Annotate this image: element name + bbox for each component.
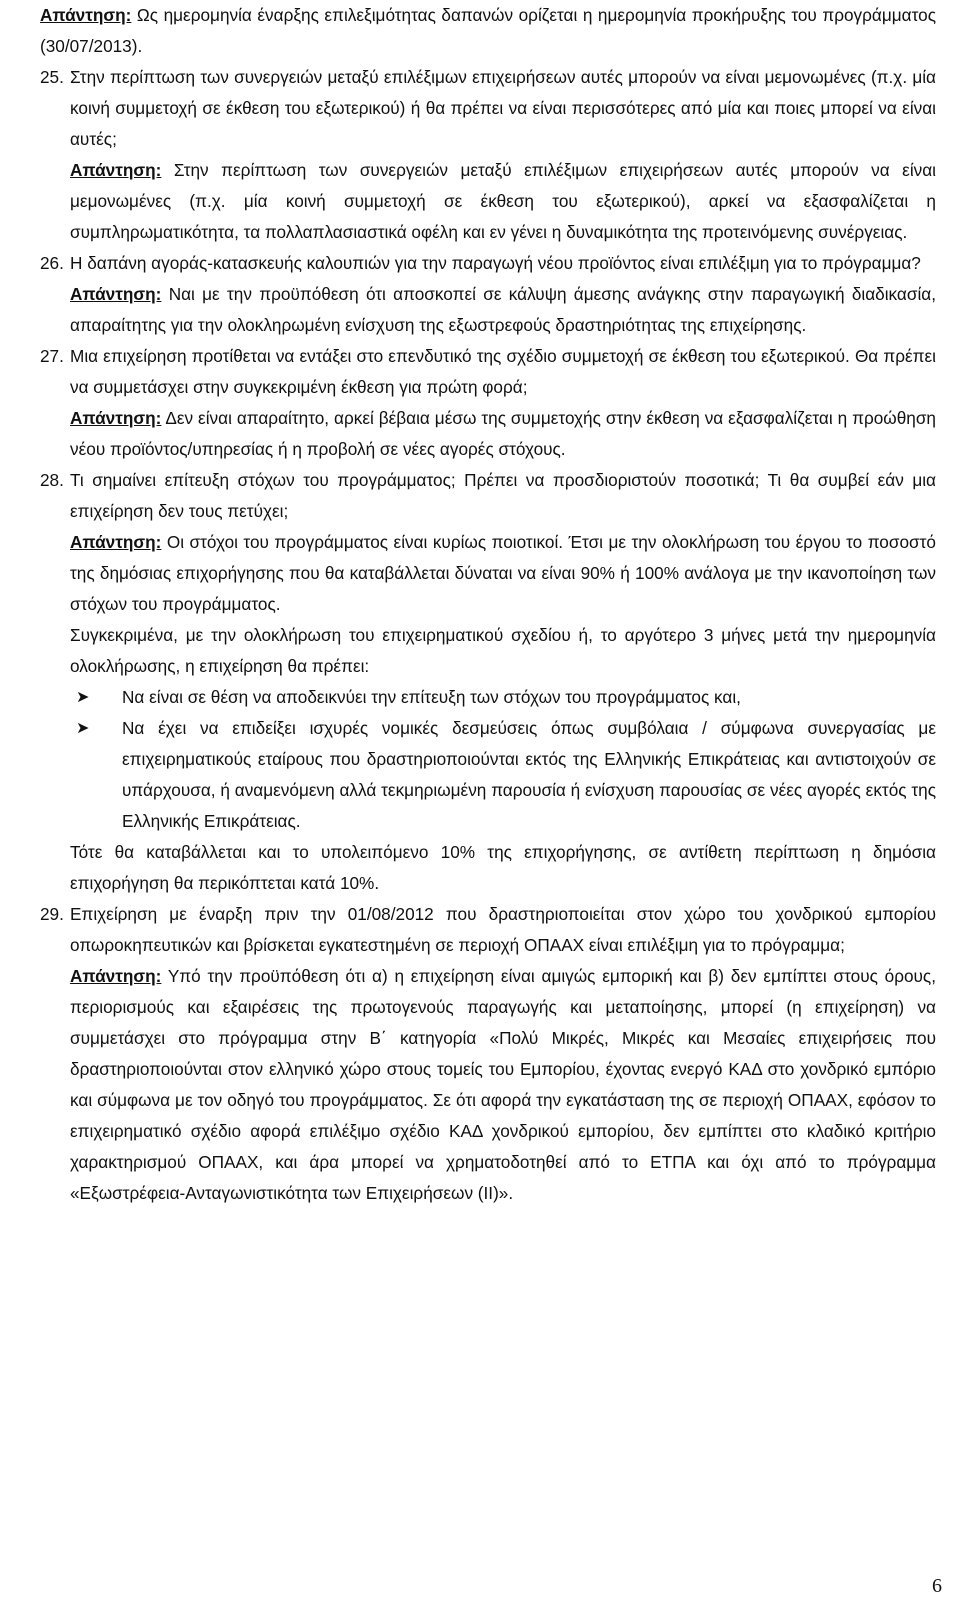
faq-item-27 [40,341,936,465]
answer-paragraph-2: Συγκεκριμένα, με την ολοκλήρωση του επιχειρηματικού σχεδίου ή, το αργότερο 3 μήνες μετά την ημερομηνία ολοκλήρωσης, η επιχείρηση θα πρέπει: [70,625,936,676]
question-text: Επιχείρηση με έναρξη πριν την 01/08/2012 που δραστηριοποιείται στον χώρο του χονδρικού εμπορίου οπωροκηπευτικών και βρίσκεται εγκατεστημένη σε περιοχή ΟΠΑΑΧ είναι επιλέξιμη για το πρόγραμμα; [70,904,936,955]
faq-item-28 [40,465,936,899]
question-text: Μια επιχείρηση προτίθεται να εντάξει στο επενδυτικό της σχέδιο συμμετοχή σε έκθεση του εξωτερικού. Θα πρέπει να συμμετάσχει στην συγκεκριμένη έκθεση για πρώτη φορά; [70,346,936,397]
arrow-bullet-icon: ➤ [76,689,90,706]
answer-paragraph [70,279,936,341]
intro-answer [40,0,936,62]
answer-text: Ναι με την προϋπόθεση ότι αποσκοπεί σε κάλυψη άμεσης ανάγκης στην παραγωγική διαδικασία, απαραίτητης για την ολοκληρωμένη ενίσχυση της εξωστρεφούς δραστηριότητας της επιχείρησης. [70,284,937,335]
answer-paragraph [70,403,936,465]
answer-text: Δεν είναι απαραίτητο, αρκεί βέβαια μέσω της συμμετοχής στην έκθεση να εξασφαλίζεται η προώθηση νέου προϊόντος/υπηρεσίας ή η προβολή σε νέες αγορές στόχους. [70,408,936,459]
answer-label: Απάντηση: [70,160,162,180]
answer-label: Απάντηση: [70,532,162,552]
question-text: Η δαπάνη αγοράς-κατασκευής καλουπιών για την παραγωγή νέου προϊόντος είναι επιλέξιμη για το πρόγραμμα? [70,253,921,273]
item-number: 27. [40,346,64,366]
answer-text: Οι στόχοι του προγράμματος είναι κυρίως ποιοτικοί. Έτσι με την ολοκλήρωση του έργου το ποσοστό της δημόσιας επιχορήγησης που θα καταβάλλεται δύναται να είναι 90% ή 100% ανάλογα με την ικανοποίηση των στόχων του προγράμματος. [70,532,936,614]
bullet-text: Να έχει να επιδείξει ισχυρές νομικές δεσμεύσεις όπως συμβόλαια / σύμφωνα συνεργασίας με επιχειρηματικούς εταίρους που δραστηριοποιούνται εκτός της Ελληνικής Επικράτειας και αντιστοιχούν σε υπάρχουσα, ή αναμενόμενη αλλά τεκμηριωμένη παρουσία ή ενίσχυση παρουσίας σε νέες αγορές εκτός της Ελληνικής Επικράτειας. [122,718,936,831]
document-body [40,0,936,1209]
answer-text: Ως ημερομηνία έναρξης επιλεξιμότητας δαπανών ορίζεται η ημερομηνία προκήρυξης του προγράμματος (30/07/2013). [40,5,936,56]
answer-label: Απάντηση: [70,966,162,986]
answer-label: Απάντηση: [70,284,162,304]
bullet-item [70,682,936,713]
answer-label: Απάντηση: [70,408,162,428]
answer-label: Απάντηση: [40,5,132,25]
faq-item-25 [40,62,936,248]
page-number: 6 [932,1575,942,1597]
item-number: 25. [40,67,64,87]
answer-paragraph [70,527,936,620]
question-text: Στην περίπτωση των συνεργειών μεταξύ επιλέξιμων επιχειρήσεων αυτές μπορούν να είναι μεμονωμένες (π.χ. μία κοινή συμμετοχή σε έκθεση του εξωτερικού) ή θα πρέπει να είναι περισσότερες από μία και ποιες μπορεί να είναι αυτές; [70,67,936,149]
answer-text: Στην περίπτωση των συνεργειών μεταξύ επιλέξιμων επιχειρήσεων αυτές μπορούν να είναι μεμονωμένες (π.χ. μία κοινή συμμετοχή σε έκθεση του εξωτερικού), αρκεί να εξασφαλίζεται η συμπληρωματικότητα, τα πολλαπλασιαστικά οφέλη και εν γένει η δυναμικότητα της προτεινόμενης συνέργειας. [70,160,936,242]
answer-paragraph-3: Τότε θα καταβάλλεται και το υπολειπόμενο 10% της επιχορήγησης, σε αντίθετη περίπτωση η δημόσια επιχορήγηση θα περικόπτεται κατά 10%. [70,842,936,893]
faq-item-26 [40,248,936,341]
arrow-bullet-icon: ➤ [76,720,90,737]
question-text: Τι σημαίνει επίτευξη στόχων του προγράμματος; Πρέπει να προσδιοριστούν ποσοτικά; Τι θα συμβεί εάν μια επιχείρηση δεν τους πετύχει; [70,470,936,521]
answer-paragraph [70,961,936,1209]
item-number: 26. [40,253,64,273]
answer-paragraph [70,155,936,248]
item-number: 29. [40,904,64,924]
faq-item-29 [40,899,936,1209]
bullet-item [70,713,936,837]
answer-text: Υπό την προϋπόθεση ότι α) η επιχείρηση είναι αμιγώς εμπορική και β) δεν εμπίπτει στους όρους, περιορισμούς και εξαιρέσεις της πρωτογενούς παραγωγής και μεταποίησης, μπορεί (η επιχείρηση) να συμμετάσχει στο πρόγραμμα στην Β΄ κατηγορία «Πολύ Μικρές, Μικρές και Μεσαίες επιχειρήσεις που δραστηριοποιούνται στον ελληνικό χώρο στους τομείς του Εμπορίου, έχοντας ενεργό ΚΑΔ στο χονδρικό εμπόριο και σύμφωνα με τον οδηγό του προγράμματος. Σε ότι αφορά την εγκατάσταση της σε περιοχή ΟΠΑΑΧ, εφόσον το επιχειρηματικό σχέδιο αφορά επιλέξιμο σχέδιο ΚΑΔ χονδρικού εμπορίου, δεν εμπίπτει στο κλαδικό κριτήριο χαρακτηρισμού ΟΠΑΑΧ, και άρα μπορεί να χρηματοδοτηθεί από το ΕΤΠΑ και όχι από το πρόγραμμα «Εξωστρέφεια-Ανταγωνιστικότητα των Επιχειρήσεων (ΙΙ)». [70,966,936,1203]
bullet-text: Να είναι σε θέση να αποδεικνύει την επίτευξη των στόχων του προγράμματος και, [122,687,741,707]
item-number: 28. [40,470,64,490]
